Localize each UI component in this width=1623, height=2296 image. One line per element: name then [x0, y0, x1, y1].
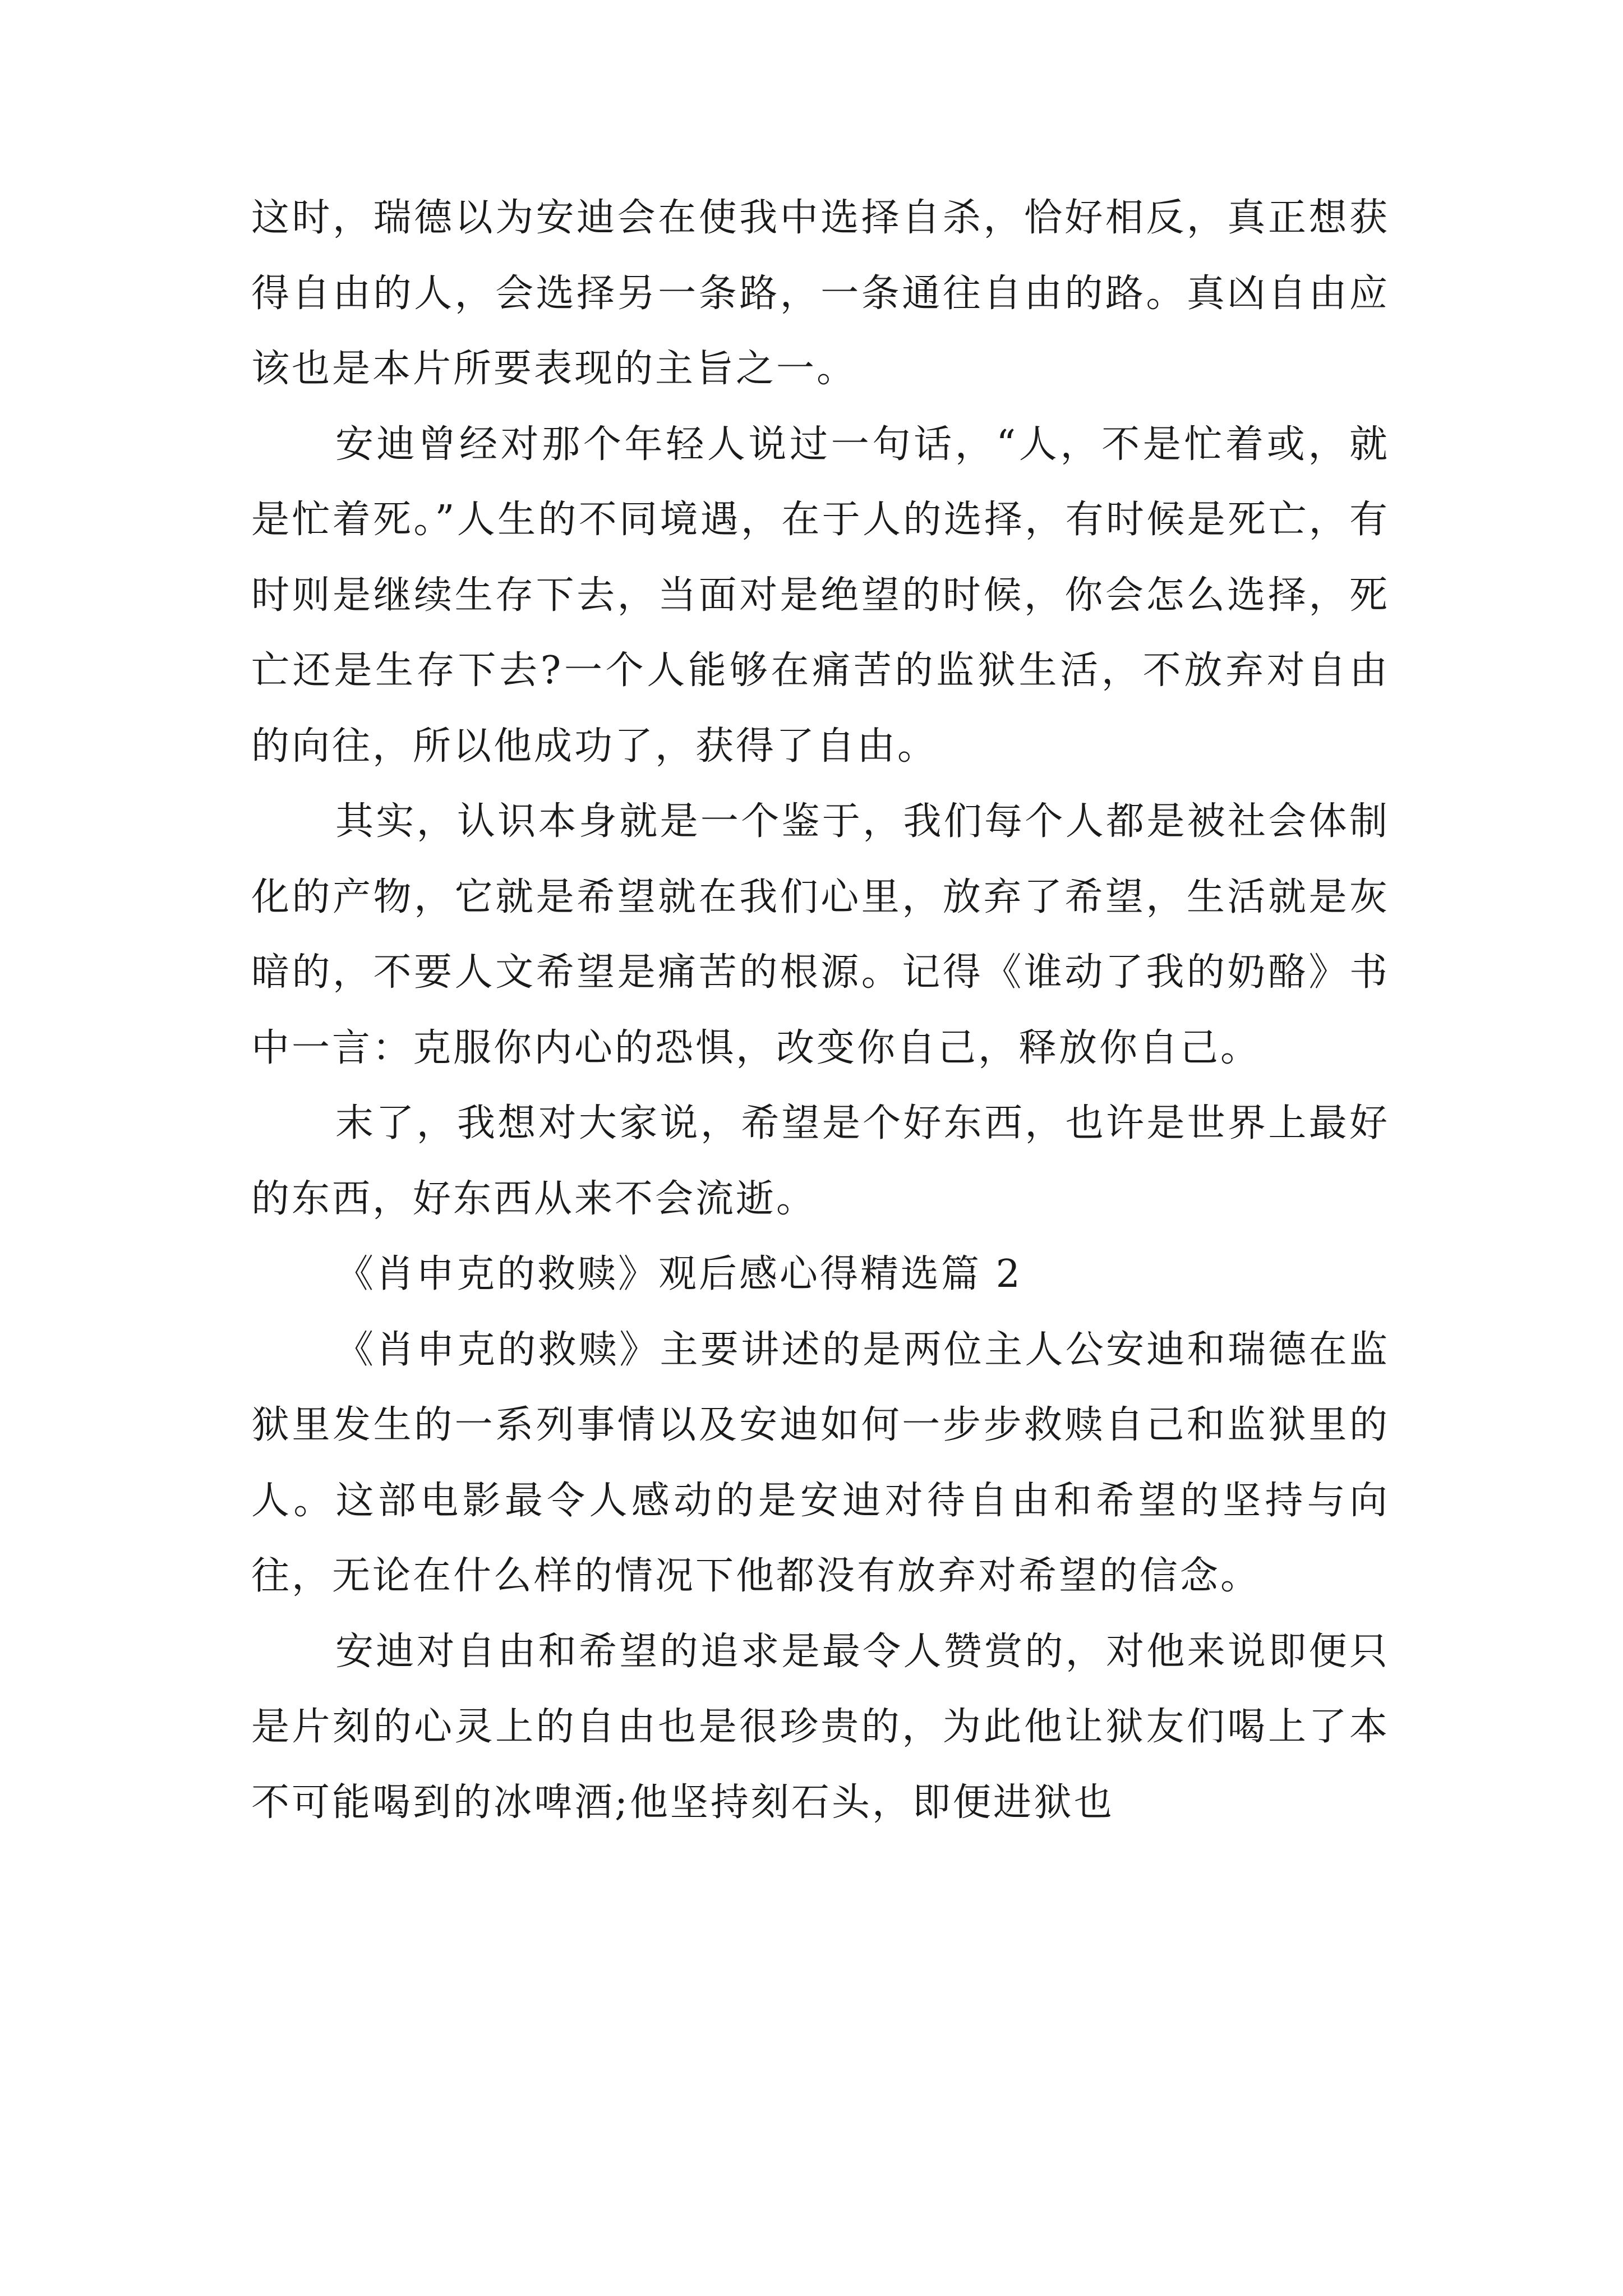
paragraph-film-summary: 《肖申克的救赎》主要讲述的是两位主人公安迪和瑞德在监狱里发生的一系列事情以及安迪如何一步步救赎自己和监狱里的人。这部电影最令人感动的是安迪对待自由和希望的坚持与向往，无论在什么样的情况下他都没有放弃对希望的信念。 — [251, 1327, 1390, 1598]
paragraph-pursuit-of-freedom: 安迪对自由和希望的追求是最令人赞赏的，对他来说即便只是片刻的心灵上的自由也是很珍贵的，为此他让狱友们喝上了本不可能喝到的冰啤酒;他坚持刻石头，即便进狱也 — [251, 1629, 1390, 1825]
paragraph-closing-remark: 末了，我想对大家说，希望是个好东西，也许是世界上最好的东西，好东西从来不会流逝。 — [251, 1101, 1390, 1221]
paragraph-busy-living: 安迪曾经对那个年轻人说过一句话，“人，不是忙着或，就是忙着死。”人生的不同境遇，在于人的选择，有时候是死亡，有时则是继续生存下去，当面对是绝望的时候，你会怎么选择，死亡还是生存下去?一个人能够在痛苦的监狱生活，不放弃对自由的向往，所以他成功了，获得了自由。 — [251, 422, 1390, 769]
paragraph-hope-within: 其实，认识本身就是一个鉴于，我们每个人都是被社会体制化的产物，它就是希望就在我们心里，放弃了希望，生活就是灰暗的，不要人文希望是痛苦的根源。记得《谁动了我的奶酪》书中一言：克服你内心的恐惧，改变你自己，释放你自己。 — [251, 799, 1390, 1070]
paragraph-freedom-path: 这时，瑞德以为安迪会在使我中选择自杀，恰好相反，真正想获得自由的人，会选择另一条路，一条通往自由的路。真凶自由应该也是本片所要表现的主旨之一。 — [251, 196, 1390, 391]
document-page — [251, 181, 1390, 1841]
section-heading: 《肖申克的救赎》观后感心得精选篇 2 — [335, 1252, 1022, 1296]
